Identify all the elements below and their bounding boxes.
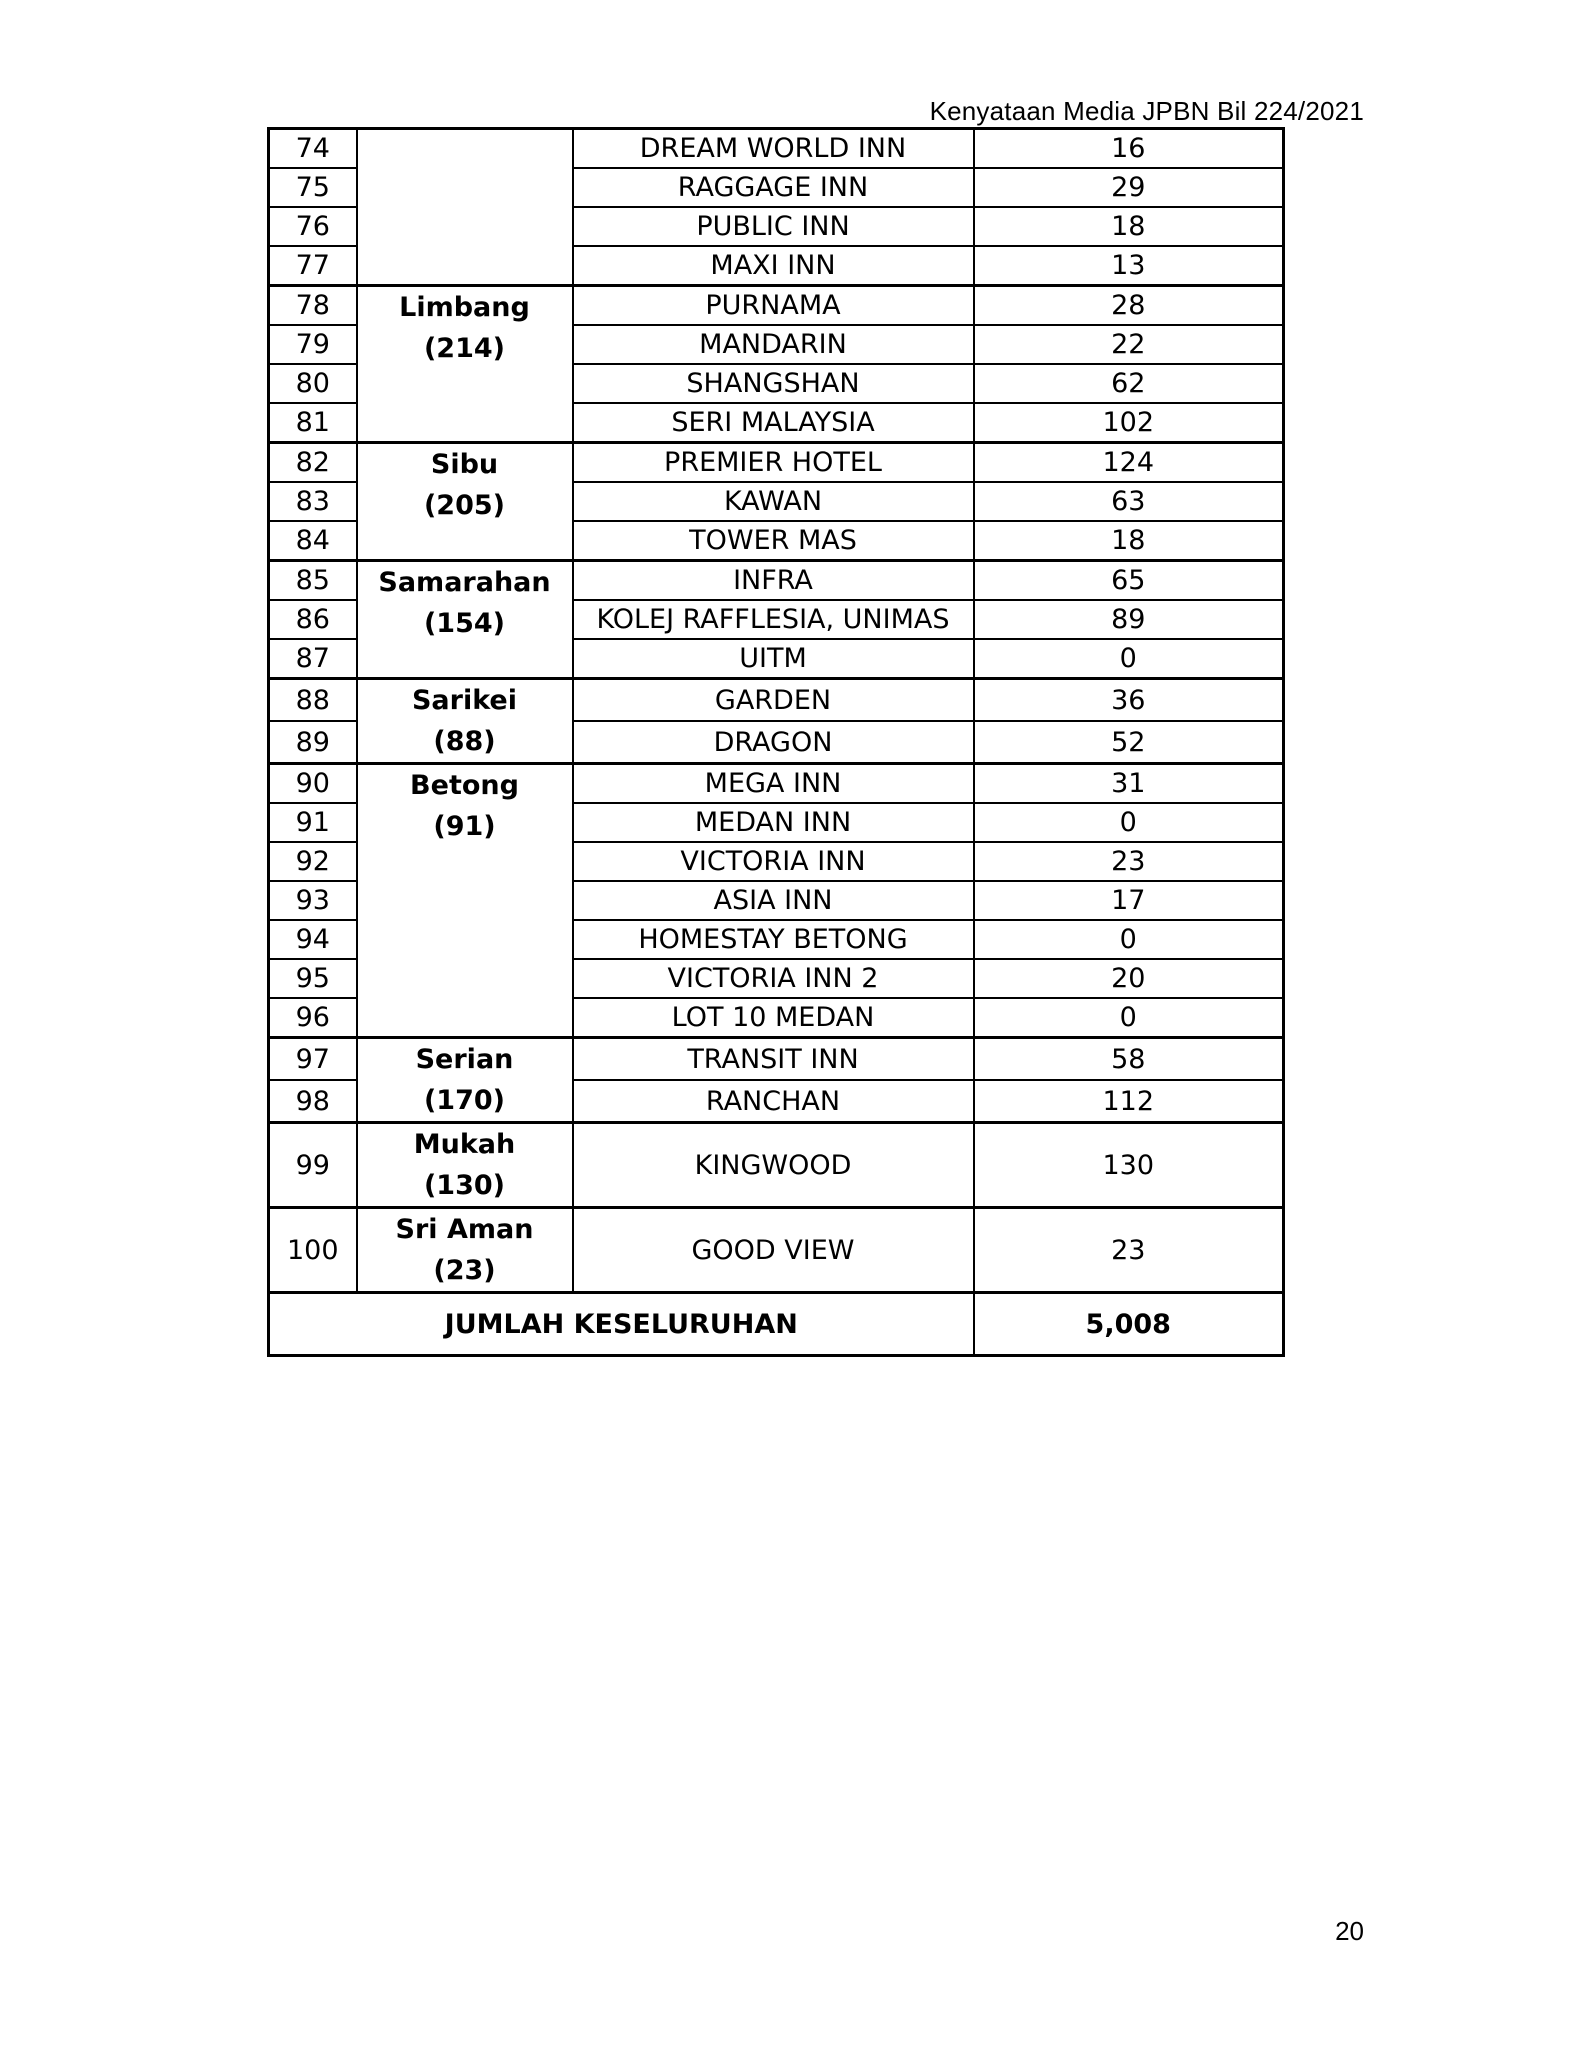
district-cell <box>357 443 573 561</box>
occupant-count: 29 <box>974 168 1284 207</box>
row-number: 90 <box>269 764 357 804</box>
occupant-count: 52 <box>974 721 1284 764</box>
district-total: (88) <box>433 726 496 757</box>
district-cell <box>357 1038 573 1123</box>
centre-name: RANCHAN <box>573 1080 974 1123</box>
row-number: 78 <box>269 286 357 326</box>
document-reference: Kenyataan Media JPBN Bil 224/2021 <box>929 96 1364 126</box>
occupant-count: 0 <box>974 803 1284 842</box>
centre-name: GARDEN <box>573 679 974 722</box>
table-row <box>269 443 1284 483</box>
occupant-count: 36 <box>974 679 1284 722</box>
occupant-count: 17 <box>974 881 1284 920</box>
occupant-count: 65 <box>974 561 1284 601</box>
occupant-count: 22 <box>974 325 1284 364</box>
district-total: (170) <box>423 1085 506 1116</box>
centre-name: MAXI INN <box>573 246 974 286</box>
district-total: (91) <box>433 811 496 842</box>
centre-name: RAGGAGE INN <box>573 168 974 207</box>
centre-name: DRAGON <box>573 721 974 764</box>
centre-name: PUBLIC INN <box>573 207 974 246</box>
table-row <box>269 1123 1284 1208</box>
centre-name: VICTORIA INN <box>573 842 974 881</box>
occupant-count: 18 <box>974 207 1284 246</box>
row-number: 99 <box>269 1123 357 1208</box>
district-name: Betong <box>410 770 519 801</box>
centre-name: TOWER MAS <box>573 521 974 561</box>
centre-name: GOOD VIEW <box>573 1208 974 1293</box>
centre-name: KINGWOOD <box>573 1123 974 1208</box>
district-total: (205) <box>423 490 506 521</box>
occupant-count: 89 <box>974 600 1284 639</box>
row-number: 82 <box>269 443 357 483</box>
centre-name: MEDAN INN <box>573 803 974 842</box>
district-name: Limbang <box>399 292 530 323</box>
occupant-count: 0 <box>974 920 1284 959</box>
centre-name: INFRA <box>573 561 974 601</box>
row-number: 98 <box>269 1080 357 1123</box>
row-number: 89 <box>269 721 357 764</box>
occupant-count: 18 <box>974 521 1284 561</box>
centre-name: DREAM WORLD INN <box>573 129 974 169</box>
row-number: 85 <box>269 561 357 601</box>
table-row <box>269 561 1284 601</box>
district-cell <box>357 1208 573 1293</box>
occupant-count: 124 <box>974 443 1284 483</box>
table-row <box>269 1038 1284 1081</box>
centre-name: ASIA INN <box>573 881 974 920</box>
district-name: Samarahan <box>378 567 551 598</box>
quarantine-centre-table <box>267 127 1285 1357</box>
centre-name: SHANGSHAN <box>573 364 974 403</box>
district-cell <box>357 1123 573 1208</box>
occupant-count: 31 <box>974 764 1284 804</box>
district-name: Mukah <box>413 1129 516 1160</box>
row-number: 74 <box>269 129 357 169</box>
row-number: 81 <box>269 403 357 443</box>
centre-name: KOLEJ RAFFLESIA, UNIMAS <box>573 600 974 639</box>
centre-name: PURNAMA <box>573 286 974 326</box>
centre-name: MANDARIN <box>573 325 974 364</box>
row-number: 83 <box>269 482 357 521</box>
table-row <box>269 679 1284 722</box>
district-cell <box>357 561 573 679</box>
occupant-count: 23 <box>974 842 1284 881</box>
district-total: (130) <box>423 1170 506 1201</box>
row-number: 96 <box>269 998 357 1038</box>
occupant-count: 63 <box>974 482 1284 521</box>
district-total: (23) <box>433 1255 496 1286</box>
district-name: Sri Aman <box>395 1214 534 1245</box>
centre-name: TRANSIT INN <box>573 1038 974 1081</box>
centre-name: MEGA INN <box>573 764 974 804</box>
centre-name: HOMESTAY BETONG <box>573 920 974 959</box>
occupant-count: 16 <box>974 129 1284 169</box>
occupant-count: 62 <box>974 364 1284 403</box>
table-row <box>269 764 1284 804</box>
district-cell <box>357 679 573 764</box>
total-row <box>269 1293 1284 1356</box>
table-row <box>269 1208 1284 1293</box>
centre-name: VICTORIA INN 2 <box>573 959 974 998</box>
district-name: Sibu <box>430 449 499 480</box>
row-number: 93 <box>269 881 357 920</box>
row-number: 84 <box>269 521 357 561</box>
total-label: JUMLAH KESELURUHAN <box>269 1293 974 1356</box>
district-cell <box>357 286 573 443</box>
occupant-count: 0 <box>974 639 1284 679</box>
district-total: (214) <box>423 333 506 364</box>
occupant-count: 23 <box>974 1208 1284 1293</box>
total-value: 5,008 <box>974 1293 1284 1356</box>
occupant-count: 130 <box>974 1123 1284 1208</box>
table-row <box>269 129 1284 169</box>
occupant-count: 112 <box>974 1080 1284 1123</box>
centre-name: PREMIER HOTEL <box>573 443 974 483</box>
occupant-count: 20 <box>974 959 1284 998</box>
row-number: 94 <box>269 920 357 959</box>
row-number: 79 <box>269 325 357 364</box>
row-number: 95 <box>269 959 357 998</box>
row-number: 87 <box>269 639 357 679</box>
occupant-count: 58 <box>974 1038 1284 1081</box>
row-number: 100 <box>269 1208 357 1293</box>
row-number: 76 <box>269 207 357 246</box>
row-number: 91 <box>269 803 357 842</box>
centre-name: UITM <box>573 639 974 679</box>
row-number: 88 <box>269 679 357 722</box>
row-number: 75 <box>269 168 357 207</box>
district-name: Sarikei <box>411 685 518 716</box>
centre-name: SERI MALAYSIA <box>573 403 974 443</box>
occupant-count: 102 <box>974 403 1284 443</box>
occupant-count: 0 <box>974 998 1284 1038</box>
district-cell <box>357 129 573 286</box>
district-name: Serian <box>415 1044 514 1075</box>
page-number: 20 <box>1335 1916 1364 1946</box>
centre-name: LOT 10 MEDAN <box>573 998 974 1038</box>
district-cell <box>357 764 573 1038</box>
row-number: 86 <box>269 600 357 639</box>
row-number: 97 <box>269 1038 357 1081</box>
row-number: 92 <box>269 842 357 881</box>
row-number: 80 <box>269 364 357 403</box>
occupant-count: 13 <box>974 246 1284 286</box>
table-body <box>269 129 1284 1293</box>
occupant-count: 28 <box>974 286 1284 326</box>
district-total: (154) <box>423 608 506 639</box>
table-row <box>269 286 1284 326</box>
row-number: 77 <box>269 246 357 286</box>
centre-name: KAWAN <box>573 482 974 521</box>
